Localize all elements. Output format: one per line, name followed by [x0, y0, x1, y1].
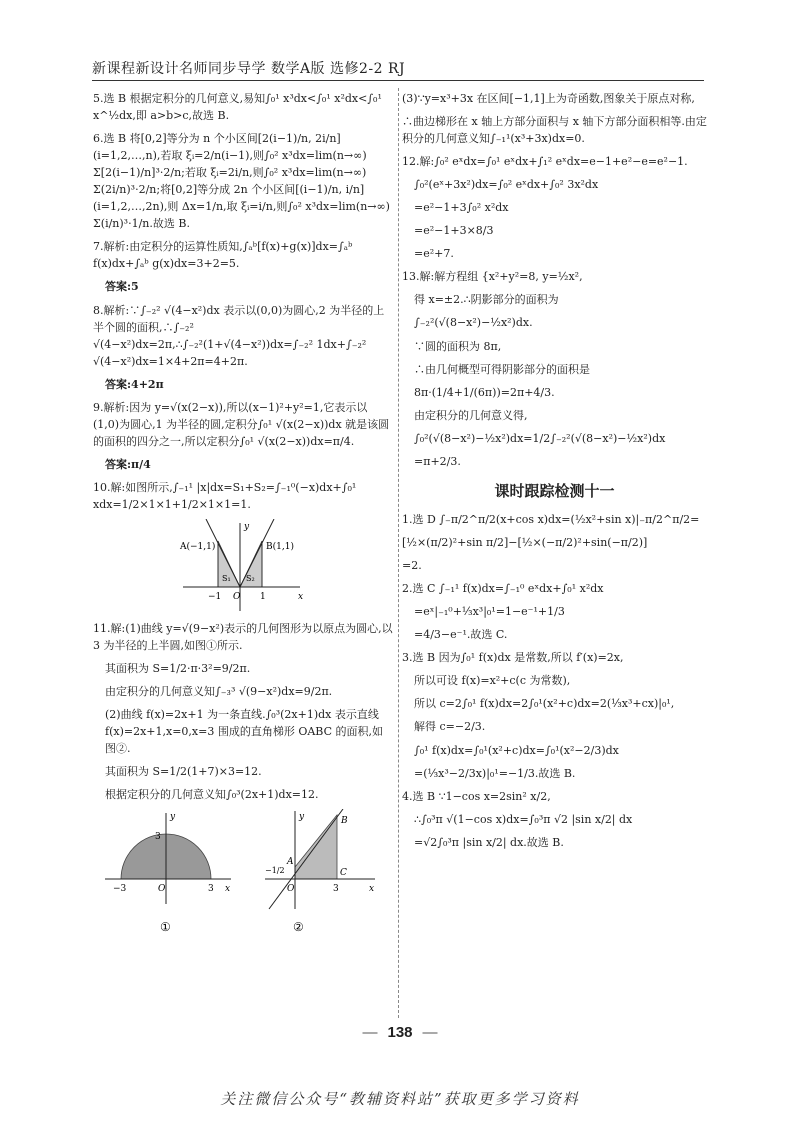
check-1: 1.选 D ∫₋π/2^π/2(x+cos x)dx=(½x²+sin x)|₋π/2^π/2=	[402, 513, 700, 527]
solution-13-step3: ∵圆的面积为 8π,	[414, 339, 502, 353]
label-s1: S₁	[222, 574, 231, 584]
solution-13-step5: 8π·(1/4+1/(6π))=2π+4/3.	[414, 385, 555, 399]
figure-11-trapezoid	[263, 809, 383, 937]
footer-watermark: 关注微信公众号“教辅资料站”获取更多学习资料	[220, 1090, 580, 1108]
label-x: x	[298, 592, 304, 603]
check-2-step2: =4/3−e⁻¹.故选 C.	[414, 628, 508, 642]
figures-11	[93, 809, 393, 939]
label-a: A	[287, 857, 294, 868]
label-a: A(−1,1)	[180, 542, 216, 553]
check-3-step2: 所以 c=2∫₀¹ f(x)dx=2∫₀¹(x²+c)dx=2(⅓x³+cx)|₀¹,	[414, 697, 675, 711]
check-1-step2: =2.	[402, 559, 422, 573]
solution-12-step4: =e²+7.	[414, 247, 454, 261]
label-origin: O	[158, 884, 166, 895]
check-4-step1: ∴∫₀³π √(1−cos x)dx=∫₀³π √2 |sin x/2| dx	[414, 812, 633, 826]
figure-label-1: ①	[160, 920, 171, 935]
label-b: B	[341, 816, 348, 827]
left-column	[93, 90, 393, 939]
solution-8: 8.解析:∵∫₋₂² √(4−x²)dx 表示以(0,0)为圆心,2 为半径的上半个圆的面积,∴∫₋₂² √(4−x²)dx=2π,∴∫₋₂²(1+√(4−x²))dx=∫₋₂² 1dx+∫₋₂² √(4−x²)dx=1×4+2π=4+2π.	[93, 303, 385, 368]
solution-10: 10.解:如图所示,∫₋₁¹ |x|dx=S₁+S₂=∫₋₁⁰(−x)dx+∫₀¹ xdx=1/2×1×1+1/2×1×1=1.	[93, 480, 357, 511]
section-title: 课时跟踪检测十一	[494, 482, 615, 500]
check-4-step2: =√2∫₀³π |sin x/2| dx.故选 B.	[414, 835, 564, 849]
label-minus-one: −1	[208, 592, 222, 603]
solution-13-step1: 得 x=±2.∴阴影部分的面积为	[414, 293, 559, 307]
label-origin: O	[233, 592, 241, 603]
label-s2: S₂	[246, 574, 255, 584]
figure-label-2: ②	[293, 920, 304, 935]
figure-10	[178, 519, 308, 614]
check-2-step1: =eˣ|₋₁⁰+⅓x³|₀¹=1−e⁻¹+1/3	[414, 605, 565, 619]
solution-5: 5.选 B 根据定积分的几何意义,易知∫₀¹ x³dx<∫₀¹ x²dx<∫₀¹ x^½dx,即 a>b>c,故选 B.	[93, 92, 382, 123]
solution-13-step2: ∫₋₂²(√(8−x²)−½x²)dx.	[414, 316, 533, 330]
label-y: y	[299, 812, 305, 823]
label-half: −1/2	[265, 866, 285, 876]
check-3-step4: ∫₀¹ f(x)dx=∫₀¹(x²+c)dx=∫₀¹(x²−2/3)dx	[414, 743, 619, 757]
label-x: x	[369, 884, 375, 895]
header-rule	[92, 80, 704, 81]
solution-11-part2: (2)曲线 f(x)=2x+1 为一条直线.∫₀³(2x+1)dx 表示直线 f(x)=2x+1,x=0,x=3 围成的直角梯形 OABC 的面积,如图②.	[105, 708, 383, 756]
label-3-top: 3	[155, 832, 161, 843]
solution-12-step1: ∫₀²(eˣ+3x²)dx=∫₀² eˣdx+∫₀² 3x²dx	[414, 178, 599, 192]
right-column	[402, 90, 707, 857]
solution-11-part1: 11.解:(1)曲线 y=√(9−x²)表示的几何图形为以原点为圆心,以 3 为半径的上半圆,如图①所示.	[93, 622, 393, 653]
solution-12: 12.解:∫₀² eˣdx=∫₀¹ eˣdx+∫₁² eˣdx=e−1+e²−e=e²−1.	[402, 155, 688, 169]
label-origin: O	[287, 884, 295, 895]
page-number-value: 138	[387, 1024, 413, 1041]
label-y: y	[170, 812, 176, 823]
solution-11-part3: (3)∵y=x³+3x 在区间[−1,1]上为奇函数,图象关于原点对称,	[402, 92, 695, 105]
label-b: B(1,1)	[266, 542, 294, 553]
answer-7: 答案:5	[105, 280, 139, 294]
solution-12-step3: =e²−1+3×8/3	[414, 224, 494, 238]
figure-11-semicircle	[103, 809, 233, 937]
solution-13-step6: 由定积分的几何意义得,	[414, 408, 528, 422]
solution-9: 9.解析:因为 y=√(x(2−x)),所以(x−1)²+y²=1,它表示以(1,0)为圆心,1 为半径的圆,定积分∫₀¹ √(x(2−x))dx 就是该圆的面积的四分之一,所以定积分∫₀¹ √(x(2−x))dx=π/4.	[93, 400, 390, 448]
page-number: — 138 —	[362, 1024, 438, 1041]
check-1-step1: [½×(π/2)²+sin π/2]−[½×(−π/2)²+sin(−π/2)]	[402, 536, 648, 550]
solution-7: 7.解析:由定积分的运算性质知,∫ₐᵇ[f(x)+g(x)]dx=∫ₐᵇ f(x)dx+∫ₐᵇ g(x)dx=3+2=5.	[93, 240, 353, 271]
running-header: 新课程新设计名师同步导学 数学A版 选修2-2 RJ	[92, 61, 406, 77]
label-y: y	[244, 522, 250, 533]
solution-11-result1: 由定积分的几何意义知∫₋₃³ √(9−x²)dx=9/2π.	[105, 685, 333, 699]
solution-12-step2: =e²−1+3∫₀² x²dx	[414, 201, 509, 215]
solution-6: 6.选 B 将[0,2]等分为 n 个小区间[2(i−1)/n, 2i/n](i=1,2,…,n),若取 ξᵢ=2/n(i−1),则∫₀² x³dx=lim(n→∞) Σ[2(i−1)/n]³·2/n;若取 ξᵢ=2i/n,则∫₀² x³dx=lim(n→∞) Σ(2i/n)³·2/n;将[0,2]等分成 2n 个小区间[(i−1)/n, i/n](i=1,2,…,2n),则 Δx=1/n,取 ξᵢ=i/n,则∫₀² x³dx=lim(n→∞) Σ(i/n)³·1/n.故选 B.	[93, 132, 390, 231]
solution-13-step7: ∫₀²(√(8−x²)−½x²)dx=1/2∫₋₂²(√(8−x²)−½x²)dx	[414, 431, 666, 445]
solution-11-result2: 根据定积分的几何意义知∫₀³(2x+1)dx=12.	[105, 788, 319, 802]
solution-13-step8: =π+2/3.	[414, 454, 461, 468]
label-minus3: −3	[113, 884, 127, 895]
column-divider	[398, 88, 399, 1018]
solution-11-area: 其面积为 S=1/2·π·3²=9/2π.	[105, 662, 251, 676]
label-x: x	[225, 884, 231, 895]
solution-13: 13.解:解方程组 {x²+y²=8, y=½x²,	[402, 270, 583, 284]
solution-11-area2: 其面积为 S=1/2(1+7)×3=12.	[105, 765, 262, 779]
check-4: 4.选 B ∵1−cos x=2sin² x/2,	[402, 789, 551, 803]
check-3-step3: 解得 c=−2/3.	[414, 720, 486, 734]
check-3-step1: 所以可设 f(x)=x²+c(c 为常数),	[414, 674, 571, 688]
label-c: C	[340, 868, 347, 879]
solution-13-step4: ∴由几何概型可得阴影部分的面积是	[414, 362, 590, 376]
check-3-step5: =(⅓x³−2/3x)|₀¹=−1/3.故选 B.	[414, 766, 576, 780]
answer-9: 答案:π/4	[105, 457, 151, 471]
check-3: 3.选 B 因为∫₀¹ f(x)dx 是常数,所以 f′(x)=2x,	[402, 651, 624, 665]
check-2: 2.选 C ∫₋₁¹ f(x)dx=∫₋₁⁰ eˣdx+∫₀¹ x²dx	[402, 582, 604, 596]
answer-8: 答案:4+2π	[105, 377, 164, 391]
solution-11-part3b: ∴曲边梯形在 x 轴上方部分面积与 x 轴下方部分面积相等.由定积分的几何意义知∫₋₁¹(x³+3x)dx=0.	[402, 115, 707, 146]
label-3: 3	[333, 884, 339, 895]
label-3-right: 3	[208, 884, 214, 895]
label-one: 1	[260, 592, 266, 603]
